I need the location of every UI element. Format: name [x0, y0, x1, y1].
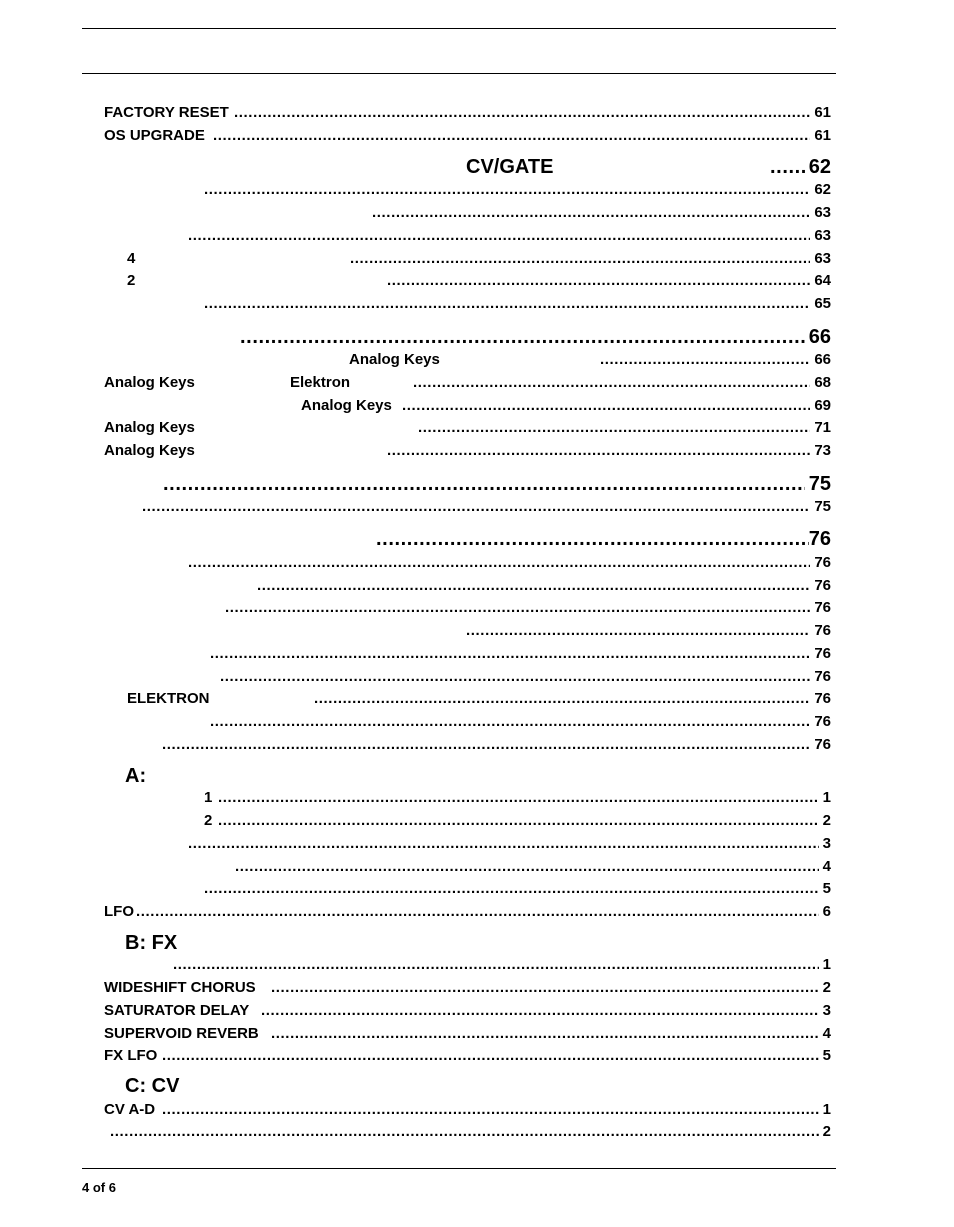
page-number-footer: 4 of 6	[82, 1180, 116, 1195]
toc-entry-label: Analog Keys	[104, 419, 195, 436]
toc-entry-label: Analog Keys	[301, 397, 392, 414]
toc-entry-page-number: 76	[814, 554, 831, 571]
toc-entry-page-number: 62	[814, 181, 831, 198]
toc-entry-leader-dots	[418, 417, 810, 439]
toc-entry-label: Analog Keys	[349, 351, 440, 368]
toc-entry-page-number: 6	[822, 903, 831, 920]
toc-entry-leader-dots	[234, 102, 810, 124]
toc-entry-label: C: CV	[125, 1075, 180, 1097]
toc-entry-leader-dots	[413, 372, 810, 394]
toc-entry-leader-dots	[162, 734, 810, 756]
toc-entry-leader-dots	[271, 1023, 819, 1045]
toc-entry-page-number: 66	[808, 326, 831, 348]
toc-entry-leader-dots	[271, 977, 819, 999]
toc-entry-page-number: 2	[822, 979, 831, 996]
toc-entry-leader-dots	[162, 1045, 819, 1067]
toc-entry-leader-dots	[220, 666, 810, 688]
toc-entry-page-number: 2	[822, 812, 831, 829]
toc-entry-leader-dots	[188, 225, 810, 247]
toc-entry-leader-dots	[257, 575, 810, 597]
toc-entry-leader-dots	[204, 293, 810, 315]
toc-entry-leader-dots	[173, 954, 819, 976]
toc-entry-leader-dots	[188, 552, 810, 574]
toc-entry-leader-dots	[387, 270, 810, 292]
toc-entry-label: OS UPGRADE	[104, 127, 205, 144]
header-rule-bottom	[82, 73, 836, 74]
toc-entry-leader-dots	[218, 787, 819, 809]
toc-entry-leader-dots	[376, 526, 809, 552]
toc-entry-label: CV/GATE	[466, 156, 554, 178]
toc-entry-page-number: 4	[822, 858, 831, 875]
toc-entry-leader-dots	[314, 688, 810, 710]
toc-entry-leader-dots	[110, 1121, 819, 1143]
toc-entry-page-number: 76	[814, 599, 831, 616]
toc-entry-leader-dots	[210, 711, 810, 733]
footer-rule	[82, 1168, 836, 1169]
toc-entry-page-number: 5	[822, 1047, 831, 1064]
toc-entry-label: Analog Keys	[104, 442, 195, 459]
toc-entry-label: FACTORY RESET	[104, 104, 229, 121]
toc-entry-label: SATURATOR DELAY	[104, 1002, 250, 1019]
toc-entry-leader-dots	[240, 324, 805, 350]
toc-entry-page-number: 63	[814, 250, 831, 267]
toc-entry-page-number: 2	[822, 1123, 831, 1140]
toc-entry-page-number: 65	[814, 295, 831, 312]
header-rule-top	[82, 28, 836, 29]
toc-entry-leader-dots	[188, 833, 819, 855]
toc-entry-label: Analog Keys	[104, 374, 195, 391]
toc-entry-page-number: 76	[814, 668, 831, 685]
toc-entry-leader-dots	[142, 496, 810, 518]
toc-entry-page-number: 68	[814, 374, 831, 391]
toc-entry-page-number: 76	[814, 645, 831, 662]
toc-entry-page-number: 76	[814, 577, 831, 594]
toc-entry-leader-dots	[213, 125, 810, 147]
toc-entry-label: SUPERVOID REVERB	[104, 1025, 259, 1042]
toc-entry-page-number: 63	[814, 227, 831, 244]
toc-entry-page-number: 75	[814, 498, 831, 515]
toc-entry-page-number: 76	[808, 528, 831, 550]
toc-entry-leader-dots	[350, 248, 810, 270]
toc-entry-page-number: 76	[814, 622, 831, 639]
toc-entry-leader-dots	[402, 395, 810, 417]
toc-entry-page-number: 76	[814, 690, 831, 707]
toc-entry-label: Elektron	[290, 374, 351, 391]
toc-entry-label: 1	[204, 789, 213, 806]
toc-entry-leader-dots	[204, 878, 819, 900]
toc-entry-page-number: 4	[822, 1025, 831, 1042]
toc-entry-leader-dots	[372, 202, 810, 224]
toc-entry-page-number: 5	[822, 880, 831, 897]
toc-entry-page-number: 1	[822, 956, 831, 973]
toc-entry-leader-dots	[466, 620, 810, 642]
toc-entry-label: CV A-D	[104, 1101, 156, 1118]
toc-entry-leader-dots	[204, 179, 810, 201]
toc-entry-page-number: 61	[814, 127, 831, 144]
toc-entry-page-number: 63	[814, 204, 831, 221]
toc-entry-label: FX LFO	[104, 1047, 158, 1064]
toc-entry-leader-dots	[235, 856, 819, 878]
toc-entry-label: 4	[127, 250, 136, 267]
toc-entry-page-number: 3	[822, 835, 831, 852]
toc-entry-leader-dots	[600, 349, 810, 371]
toc-entry-page-number: 3	[822, 1002, 831, 1019]
toc-entry-page-number: 73	[814, 442, 831, 459]
toc-entry-page-number: 61	[814, 104, 831, 121]
toc-entry-page-number: 1	[822, 789, 831, 806]
toc-entry-leader-dots	[225, 597, 810, 619]
toc-entry-leader-dots	[218, 810, 819, 832]
toc-entry-label: B: FX	[125, 932, 178, 954]
toc-entry-leader-dots	[163, 471, 805, 497]
toc-entry-page-number: 1	[822, 1101, 831, 1118]
toc-entry-page-number: 76	[814, 736, 831, 753]
toc-entry-page-number: 76	[814, 713, 831, 730]
toc-entry-leader-dots	[162, 1099, 819, 1121]
toc-entry-page-number: 66	[814, 351, 831, 368]
toc-entry-page-number: 64	[814, 272, 831, 289]
toc-entry-page-number: 75	[808, 473, 831, 495]
toc-entry-leader-dots	[387, 440, 810, 462]
toc-entry-page-number: 62	[808, 156, 831, 178]
toc-entry-leader-dots	[136, 901, 819, 923]
toc-entry-label: A:	[125, 765, 147, 787]
toc-entry-label: LFO	[104, 903, 134, 920]
toc-entry-page-number: 69	[814, 397, 831, 414]
toc-entry-leader-dots	[770, 154, 805, 180]
toc-entry-leader-dots	[210, 643, 810, 665]
toc-entry-label: 2	[127, 272, 136, 289]
toc-entry-label: ELEKTRON	[127, 690, 210, 707]
toc-entry-leader-dots	[261, 1000, 819, 1022]
toc-entry-label: WIDESHIFT CHORUS	[104, 979, 256, 996]
toc-entry-label: 2	[204, 812, 213, 829]
toc-entry-page-number: 71	[814, 419, 831, 436]
